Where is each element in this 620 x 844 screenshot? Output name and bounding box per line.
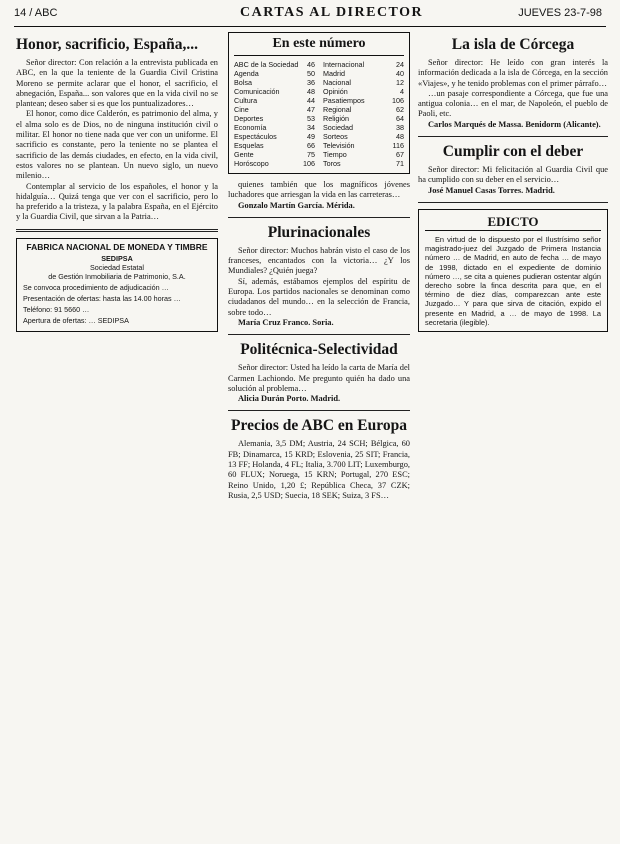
index-entry-page: 38: [396, 123, 404, 132]
index-entry: [323, 96, 404, 105]
letter-paragraph: quienes también que los magníficos jóvenes luchadores que arriesgan la vida en las carreteras…: [228, 180, 410, 200]
index-entry-label: Televisión: [323, 141, 355, 150]
index-entry-page: 50: [307, 69, 315, 78]
index-entry-label: Religión: [323, 114, 349, 123]
index-entry-page: 4: [400, 87, 404, 96]
index-entry: [234, 132, 315, 141]
index-entry-page: 48: [307, 87, 315, 96]
letter-paragraph: Señor director: He leído con gran interés la información dedicada a la isla de Córcega, en la sección «Viajes», y he tenido problemas con el primer párrafo…: [418, 58, 608, 88]
divider: [16, 229, 218, 232]
index-entry-label: Toros: [323, 159, 341, 168]
fnmt-line: Teléfono: 91 5660 …: [23, 304, 90, 314]
edicto-title: EDICTO: [425, 214, 601, 231]
index-entry: [234, 96, 315, 105]
section-title: CARTAS AL DIRECTOR: [240, 5, 424, 20]
index-entry-label: Horóscopo: [234, 159, 269, 168]
index-title: En este número: [234, 36, 404, 56]
index-entry-page: 106: [392, 96, 404, 105]
index-entry-page: 40: [396, 69, 404, 78]
index-entry-page: 46: [307, 60, 315, 69]
letter-signature: Carlos Marqués de Massa. Benidorm (Alicante).: [428, 119, 601, 129]
column-left: [16, 32, 218, 332]
index-entry-page: 75: [307, 150, 315, 159]
index-entry-label: Madrid: [323, 69, 345, 78]
index-box: [228, 32, 410, 174]
index-entry: [234, 150, 315, 159]
index-entry-label: Internacional: [323, 60, 365, 69]
column-right: [418, 32, 608, 332]
index-entry-page: 44: [307, 96, 315, 105]
index-entry-label: Esquelas: [234, 141, 264, 150]
index-entry-page: 12: [396, 78, 404, 87]
index-entry-page: 47: [307, 105, 315, 114]
index-grid: [234, 60, 404, 168]
index-entry: [323, 123, 404, 132]
index-entry: [323, 69, 404, 78]
letter-title-deber: Cumplir con el deber: [442, 143, 584, 161]
divider: [228, 334, 410, 335]
index-entry-page: 53: [307, 114, 315, 123]
prices-text: Alemania, 3,5 DM; Austria, 24 SCH; Bélgica, 60 FB; Dinamarca, 15 KRD; Eslovenia, 25 SIT; Francia, 13 FF; Holanda, 4 FL; Italia, 3.700 LIT; Luxemburgo, 60 FLUX; Noruega, 15 KRN; Portugal, 270 ESC; Reino Unido, 1,20 £; República Checa, 37 CZK; Rusia, 2,5 USD; Suecia, 18 SEK; Suiza, 3 FS…: [228, 439, 410, 500]
index-entry-page: 36: [307, 78, 315, 87]
index-entry-label: Tiempo: [323, 150, 347, 159]
index-entry-page: 106: [303, 159, 315, 168]
issue-date: JUEVES 23-7-98: [518, 7, 602, 19]
index-entry-page: 71: [396, 159, 404, 168]
index-entry-label: Opinión: [323, 87, 348, 96]
index-entry-label: Nacional: [323, 78, 351, 87]
index-entry-page: 62: [396, 105, 404, 114]
index-entry-label: Cine: [234, 105, 249, 114]
fnmt-notice: [16, 238, 218, 332]
header-rule: [14, 26, 606, 27]
letter-paragraph: Señor director: Muchos habrán visto el caso de los franceses, encantados con la victoria… ¿Y los Mundiales? ¿Quién juega?: [228, 245, 410, 276]
fnmt-line: Apertura de ofertas: … SEDIPSA: [23, 315, 129, 325]
fnmt-subtitle: SEDIPSA: [101, 253, 133, 263]
index-entry-page: 34: [307, 123, 315, 132]
letter-signature: José Manuel Casas Torres. Madrid.: [428, 185, 555, 195]
divider: [228, 217, 410, 218]
index-entry-label: Cultura: [234, 96, 258, 105]
index-entry: [234, 159, 315, 168]
letter-signature: María Cruz Franco. Soria.: [238, 317, 334, 327]
index-entry-label: Comunicación: [234, 87, 280, 96]
letter-signature: Alicia Durán Porto. Madrid.: [238, 394, 341, 404]
edicto-text: En virtud de lo dispuesto por el Ilustrísimo señor magistrado-juez del Juzgado de Primera Instancia número … de Madrid, en auto de fecha … de mayo de 1998, dictado en el expediente de dominio número …, se cita a quienes pudieran ostentar algún derecho sobre la finca descrita para que, en el término de diez días, comparezcan ante este Juzgado… Y para que sirva de citación, expido el presente en Madrid, a … de mayo de 1998. La secretaria (ilegible).: [425, 234, 601, 327]
letter-paragraph: El honor, como dice Calderón, es patrimonio del alma, y el alma solo es de Dios, no de ninguna institución civil o militar. El honor no tiene nada que ver con un uniforme. El sacrificio es constante, pero la teniente no se plantea el sacrificio de las demás ciudades, en efecto, en la vida civil, estos valores no se plantean. Un nuevo siglo, un nuevo milenio…: [16, 109, 218, 181]
index-entry: [323, 114, 404, 123]
index-entry-page: 49: [307, 132, 315, 141]
edicto-notice: [418, 209, 608, 332]
index-entry-label: Deportes: [234, 114, 264, 123]
fnmt-note: de Gestión Inmobiliaria de Patrimonio, S.A.: [48, 271, 186, 281]
letter-paragraph: Señor director: Con relación a la entrevista publicada en ABC, en la que la teniente de la Guardia Civil Cristina Moreno se permite aclarar que el honor, el sacrificio, el abnegación, España... son valores que en la vida civil no se plantean; deseo saber si es que los puntualizadores…: [16, 58, 218, 109]
index-entry-page: 48: [396, 132, 404, 141]
index-entry: [234, 114, 315, 123]
index-entry: [323, 60, 404, 69]
letter-paragraph: Sí, además, estábamos ejemplos del espíritu de Europa. Los partidos nacionales se denominan como ciudadanos del mundo… en la selección de Francia, sobre todo…: [228, 276, 410, 317]
fnmt-line: Se convoca procedimiento de adjudicación …: [23, 282, 169, 292]
index-entry: [234, 60, 315, 69]
index-entry: [234, 78, 315, 87]
index-entry: [323, 132, 404, 141]
index-entry-label: Agenda: [234, 69, 259, 78]
letter-title-corcega: La isla de Córcega: [451, 36, 575, 53]
index-entry-label: Regional: [323, 105, 352, 114]
index-entry-label: Bolsa: [234, 78, 252, 87]
prices-title: Precios de ABC en Europa: [231, 417, 407, 435]
divider: [418, 136, 608, 137]
index-entry-page: 116: [392, 141, 404, 150]
index-entry-label: Economía: [234, 123, 267, 132]
fnmt-company: Sociedad Estatal: [90, 262, 144, 272]
letter-paragraph: Señor director: Usted ha leído la carta de María del Carmen Lachiondo. Me pregunto quién ha dado una solución al problema…: [228, 363, 410, 393]
column-middle: [228, 32, 410, 501]
index-entry-label: Sociedad: [323, 123, 353, 132]
index-entry-page: 24: [396, 60, 404, 69]
letter-title-plurinacionales: Plurinacionales: [267, 223, 371, 241]
index-entry: [323, 78, 404, 87]
index-entry-page: 64: [396, 114, 404, 123]
fnmt-line: Presentación de ofertas: hasta las 14.00 horas …: [23, 293, 181, 303]
letter-paragraph: …un pasaje correspondiente a Córcega, que fue una antigua colonia… en el mar, de Napoleón, el pueblo de Paoli, etc.: [418, 88, 608, 119]
index-entry-label: Espectáculos: [234, 132, 277, 141]
index-entry-label: Gente: [234, 150, 254, 159]
fnmt-title: FABRICA NACIONAL DE MONEDA Y TIMBRE: [26, 241, 208, 252]
page-number: 14 / ABC: [14, 7, 58, 19]
index-entry-page: 67: [396, 150, 404, 159]
divider: [228, 410, 410, 411]
index-entry: [234, 123, 315, 132]
index-entry: [323, 141, 404, 150]
index-entry-label: Sorteos: [323, 132, 348, 141]
index-entry: [234, 141, 315, 150]
index-entry: [234, 105, 315, 114]
letter-title-politecnica: Politécnica-Selectividad: [240, 341, 398, 359]
letter-paragraph: Señor director: Mi felicitación al Guardia Civil que ha cumplido con su deber en el servicio…: [418, 165, 608, 185]
index-entry: [323, 159, 404, 168]
index-entry: [234, 69, 315, 78]
divider: [418, 202, 608, 203]
index-entry-page: 66: [307, 141, 315, 150]
letter-signature: Gonzalo Martín García. Mérida.: [238, 200, 355, 210]
index-entry-label: ABC de la Sociedad: [234, 60, 299, 69]
index-entry: [323, 105, 404, 114]
letter-paragraph: Contemplar al servicio de los españoles, el honor y la hidalguía… Quizá tenga que ver con el sacrificio, pero lo ha preferido a la tristeza, y la palabra España, en el Ejército y la Guardia Civil, que sirvan a la Patria…: [16, 181, 218, 222]
letter-title-honor: Honor, sacrificio, España,...: [16, 36, 198, 53]
index-entry-label: Pasatiempos: [323, 96, 365, 105]
index-entry: [234, 87, 315, 96]
index-entry: [323, 150, 404, 159]
index-entry: [323, 87, 404, 96]
